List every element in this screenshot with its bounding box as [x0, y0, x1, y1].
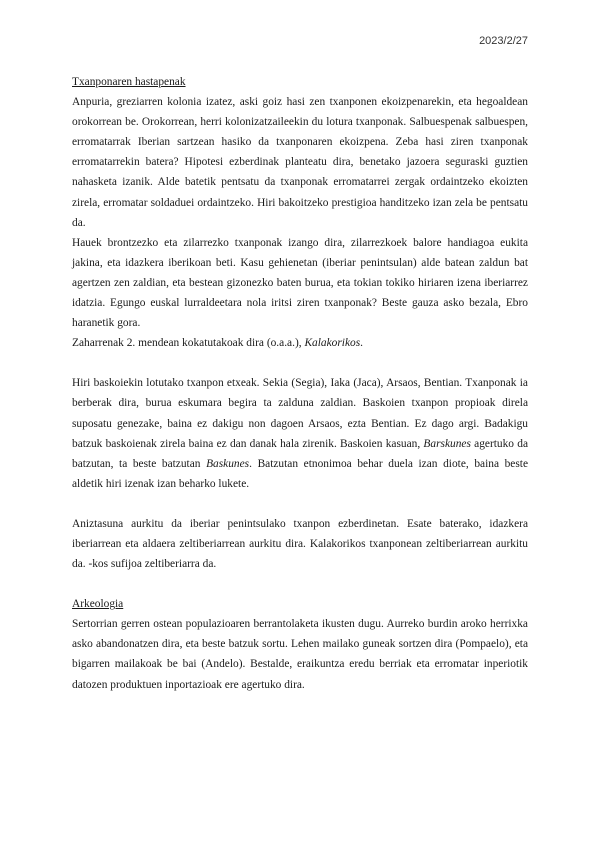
paragraph: Anpuria, greziarren kolonia izatez, aski goiz hasi zen txanponen ekoizpenarekin, eta hegoaldean orokorrean be. Orokorrean, herri kolonizatzaileekin du lotura txanponak. Salbuespenak salbuespen, erromatarrak Iberian sartzean hasiko da txanponaren ekoizpena. Zeba hasi ziren txanponak erromatarrekin batera? Hipotesi ezberdinak planteatu dira, benetako jazoera seguraski guztien nahasketa izanik. Alde batetik pentsatu da txanponak erromatarrei zergak ordaintzeko ekoizten zirela, erromatar soldaduei ordaintzeko. Hiri bakoitzeko prestigioa handitzeko izan zela be pentsatu da. — [72, 96, 528, 229]
italic-term: Baskunes — [206, 457, 250, 470]
text-run: Hiri baskoiekin lotutako txanpon etxeak. Sekia (Segia), Iaka (Jaca), Arsaos, Bentian. Txanponak ia berberak dira, burua eskumara begira ta zalduna zaldian. Baskoien txanpon propioak direla suposatu genezake, baina ez dakigu non dagoen Arsaos, ezta Bentian. Ez dago argi. Badakigu batzuk baskoienak zirela baina ez dan danak hala zirenik. Baskoien kasuan, — [72, 377, 528, 450]
italic-term: Barskunes — [423, 437, 471, 450]
text-run: . Batzutan etnonimoa behar duela izan diote, baina beste aldetik hiri izenak izan beharko lukete. — [72, 457, 529, 490]
section-heading-origins: Txanponaren hastapenak — [72, 76, 186, 88]
paragraph: Aniztasuna aurkitu da iberiar penintsulako txanpon ezberdinetan. Esate baterako, idazkera iberiarrean eta aldaera zeltiberiarrean aurkitu dira. Kalakorikos txanponean zeltiberiarrean aurkitu da. -kos sufijoa zeltiberiarra da. — [72, 517, 528, 571]
paragraph — [72, 333, 528, 353]
text-run: . — [360, 337, 363, 350]
spacer — [72, 494, 528, 514]
document-body — [72, 72, 528, 695]
text-run: Zaharrenak 2. mendean kokatutakoak dira (o.a.a.), — [72, 337, 305, 350]
section-heading-archaeology: Arkeologia — [72, 598, 124, 611]
paragraph: Hauek brontzezko eta zilarrezko txanponak izango dira, zilarrezkoek balore handiagoa eukita jakina, eta idazkera iberikoan beti. Kasu gehienetan (iberiar penintsulan) alde batean zaldun bat agertzen zen zaldian, eta bestean gizonezko baten burua, eta tokian tokiko hiriaren izena iberiarrez idatzia. Egungo euskal lurraldeetara nola iritsi ziren txanponak? Beste gauza asko bezala, Ebro haranetik gora. — [72, 236, 528, 330]
spacer — [72, 353, 528, 373]
paragraph: Sertorrian gerren ostean populazioaren berrantolaketa ikusten dugu. Aurreko burdin aroko herrixka asko abandonatzen dira, eta beste batzuk sortu. Lehen mailako guneak sortzen dira (Pompaelo), eta bigarren mailakoak be bai (Andelo). Bestalde, eraikuntza eredu berriak eta erromatar inperiotik datozen produktuen inportazioak ere agertuko dira. — [72, 618, 528, 691]
document-date: 2023/2/27 — [479, 35, 528, 47]
paragraph — [72, 373, 528, 494]
text-run: agertuko da batzutan, ta beste batzutan — [72, 437, 528, 470]
italic-term: Kalakorikos — [304, 337, 361, 350]
spacer — [72, 574, 528, 594]
